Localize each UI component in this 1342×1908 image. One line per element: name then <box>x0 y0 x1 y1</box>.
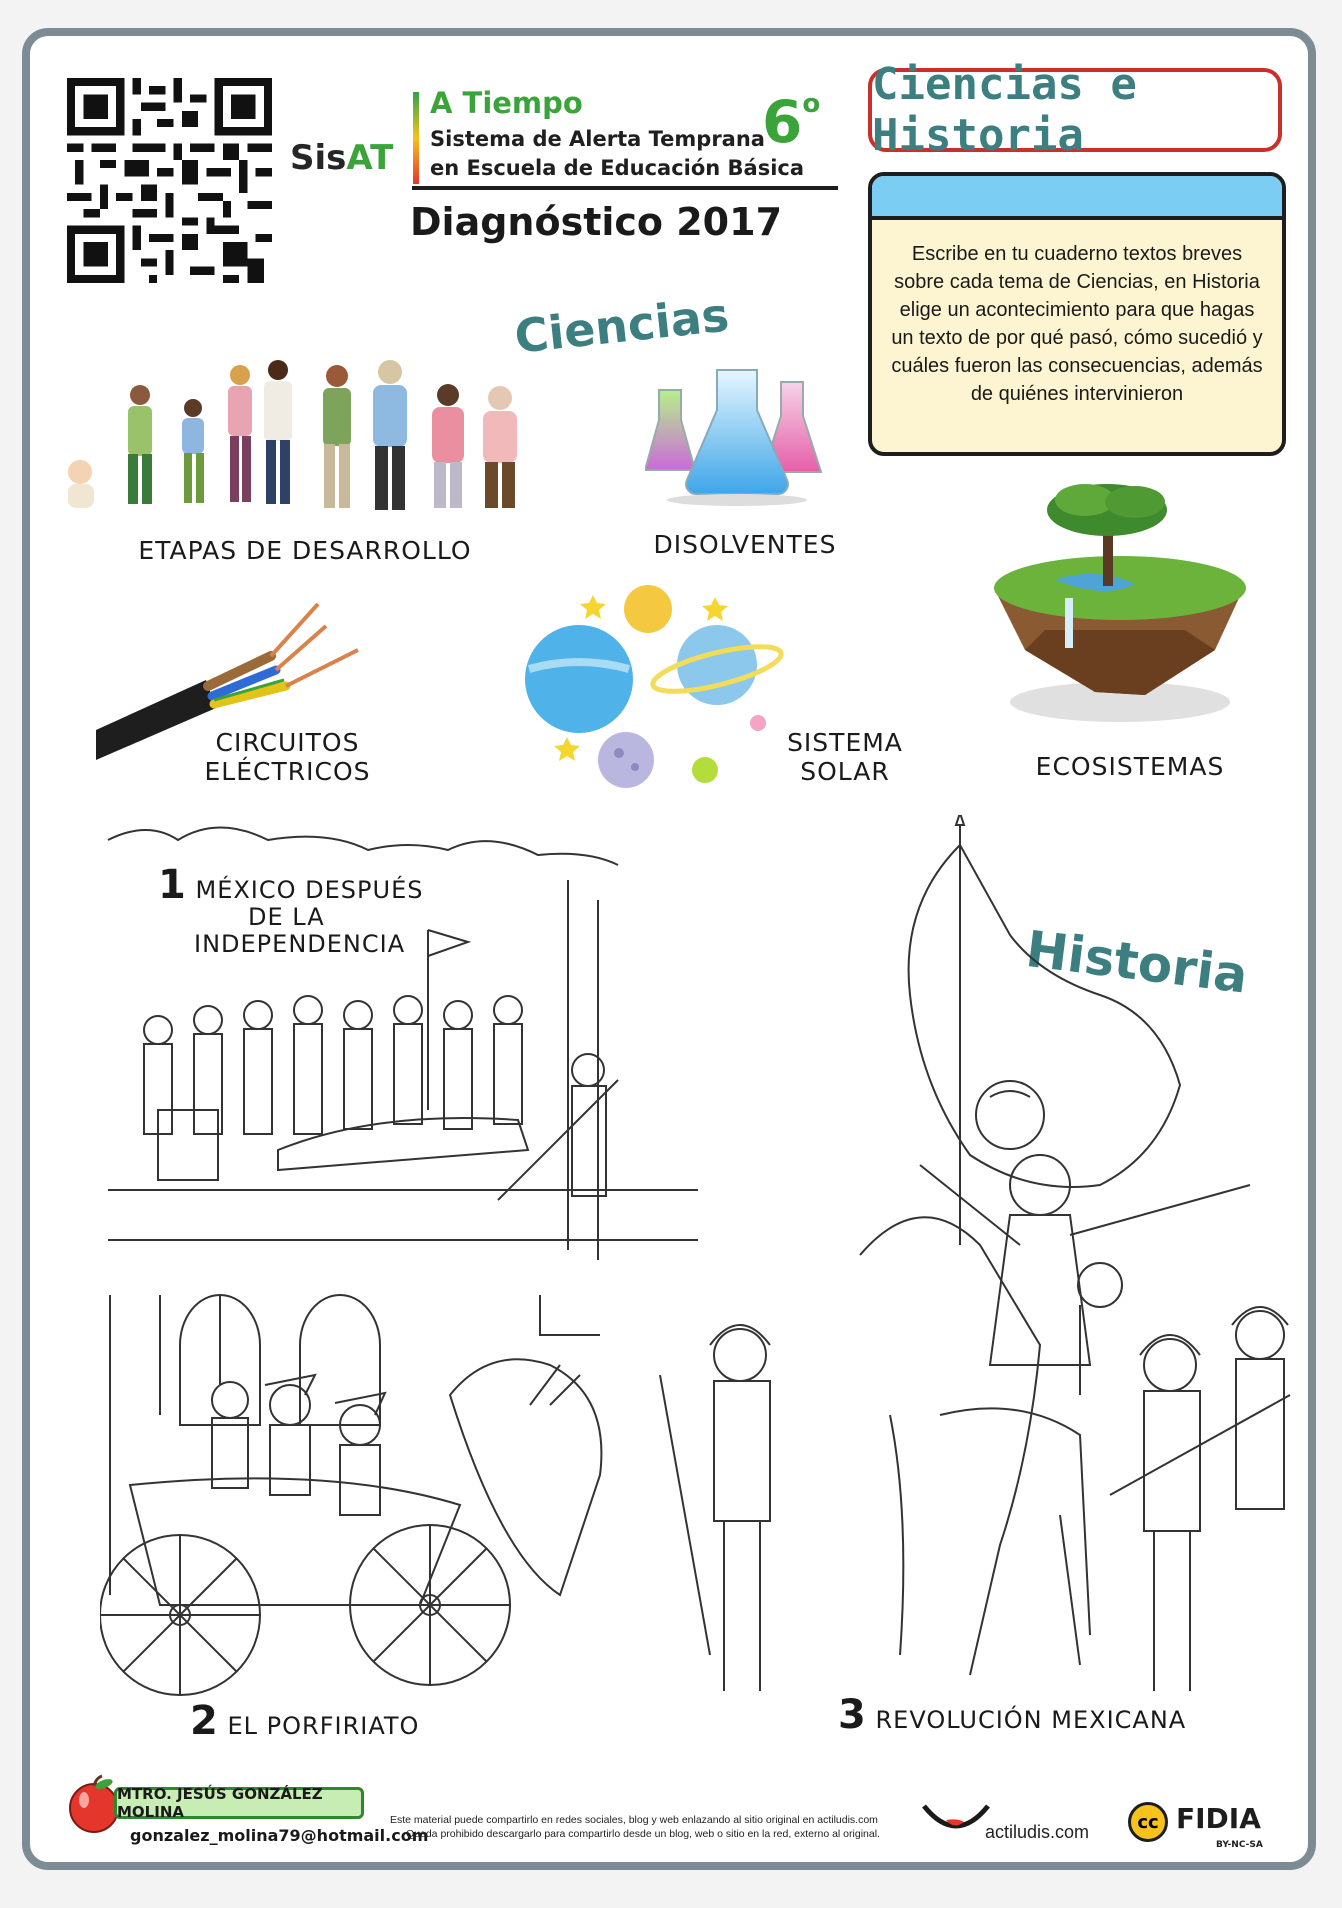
system-name-line1: Sistema de Alerta Temprana <box>430 127 765 151</box>
label-ecosistemas: ECOSISTEMAS <box>1035 752 1225 781</box>
logo-color-bar <box>413 92 419 184</box>
legal-notice-line2: Queda prohibido descargarlo para compartirlo desde un blog, web o sitio en la red, externo al original. <box>406 1828 880 1840</box>
sisat-logo: SisAT <box>290 138 394 178</box>
label-circuitos: CIRCUITOS ELÉCTRICOS <box>204 728 371 786</box>
qr-code[interactable] <box>67 78 272 283</box>
grade-level: 6$^o$ <box>762 88 821 156</box>
author-email[interactable]: gonzalez_molina79@hotmail.com <box>130 1826 429 1845</box>
author-name: MTRO. JESÚS GONZÁLEZ MOLINA <box>114 1787 364 1819</box>
subject-title: Ciencias e Historia <box>868 68 1282 152</box>
ciencias-heading: Ciencias <box>512 287 732 364</box>
fidia-logo: FIDIA <box>1176 1802 1261 1835</box>
solvents-flasks-illustration <box>645 360 835 510</box>
label-disolventes: DISOLVENTES <box>653 530 837 559</box>
solar-system-illustration <box>515 575 785 795</box>
instructions-text: Escribe en tu cuaderno textos breves sobre cada tema de Ciencias, en Historia elige un acontecimiento para que hagas un texto de por qué pasó, cómo sucedió y cuáles fueron las consecuencias, además de quiénes intervinieron <box>891 243 1263 405</box>
porfiriato-line-drawing <box>100 1285 620 1705</box>
revolution-line-drawing <box>640 815 1300 1700</box>
label-etapas-de-desarrollo: ETAPAS DE DESARROLLO <box>138 536 472 565</box>
exam-title: Diagnóstico 2017 <box>410 200 783 244</box>
instructions-box <box>868 172 1286 456</box>
actiludis-logo-icon <box>920 1800 992 1836</box>
label-sistema-solar: SISTEMA SOLAR <box>787 728 903 786</box>
life-stages-illustration <box>60 350 550 530</box>
creative-commons-icon: cc <box>1128 1802 1168 1842</box>
historia-heading: Historia <box>1022 920 1251 1005</box>
label-historia-2: 2 EL PORFIRIATO <box>190 1698 420 1744</box>
legal-notice-line1: Este material puede compartirlo en redes sociales, blog y web enlazando al sitio original en actiludis.com <box>390 1814 878 1826</box>
license-label: BY-NC-SA <box>1216 1840 1263 1850</box>
label-historia-1: 1 MÉXICO DESPUÉS DE LA INDEPENDENCIA <box>158 862 424 958</box>
program-name: A Tiempo <box>430 86 583 120</box>
header-divider <box>412 186 838 190</box>
instructions-cap <box>872 176 1282 220</box>
actiludis-site[interactable]: actiludis.com <box>985 1822 1090 1842</box>
system-name-line2: en Escuela de Educación Básica <box>430 156 805 180</box>
label-historia-3: 3 REVOLUCIÓN MEXICANA <box>838 1692 1187 1738</box>
ecosystem-island-illustration <box>985 480 1255 730</box>
